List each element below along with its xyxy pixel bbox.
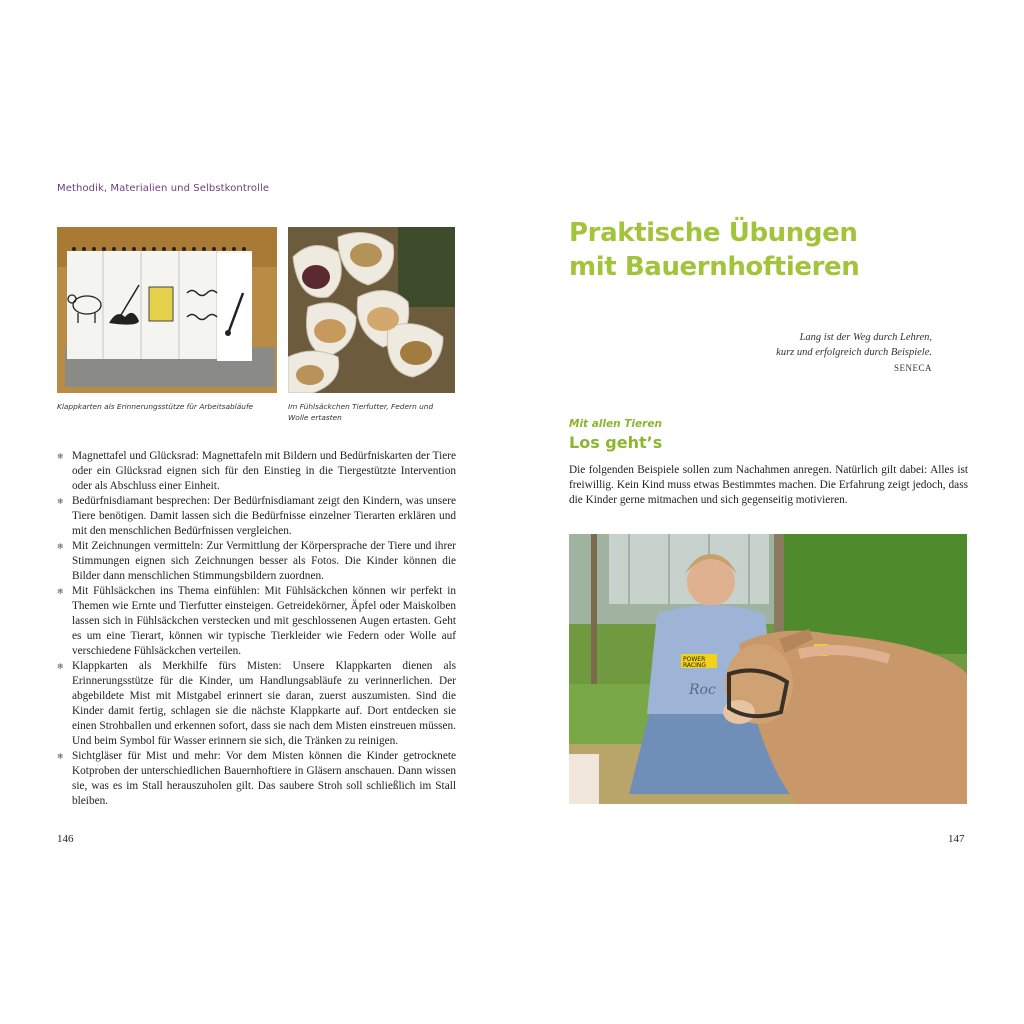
snowflake-icon: ❄ [57, 542, 64, 551]
quote-author: SENECA [893, 363, 932, 373]
page-number-right: 147 [948, 833, 965, 845]
quote-line-1: Lang ist der Weg durch Lehren, [799, 332, 932, 343]
list-item [57, 494, 456, 539]
quote [700, 330, 932, 360]
list-item [57, 659, 456, 749]
bullet-list [57, 449, 456, 809]
snowflake-icon: ❄ [57, 497, 64, 506]
list-item-text: Mit Zeichnungen vermitteln: Zur Vermittlung der Körpersprache der Tiere und ihrer Stimmungen eignen sich Zeichnungen besser als Fotos. Die Kinder können die Bilder dann menschlichen Stimmungsbildern zuordnen. [72, 540, 456, 582]
quote-line-2: kurz und erfolgreich durch Beispiele. [776, 347, 932, 358]
snowflake-icon: ❄ [57, 587, 64, 596]
intro-paragraph: Die folgenden Beispiele sollen zum Nachahmen anregen. Natürlich gilt dabei: Alles ist freiwillig. Kein Kind muss etwas Bestimmtes machen. Die Erfahrung zeigt jedoch, dass die Kinder gerne mitmachen und sich gegenseitig motivieren. [569, 464, 968, 506]
klappkarten-photo [57, 227, 277, 393]
fuehlsaeckchen-photo [288, 227, 455, 393]
list-item-text: Klappkarten als Merkhilfe fürs Misten: Unsere Klappkarten dienen als Erinnerungsstütze für die Kinder, um Handlungsabläufe zu verinnerlichen. Der abgebildete Mist mit Mistgabel erinnert sie daran, zuerst auszumisten. Sind die Kinder damit fertig, schlagen sie die nächste Klappkarte auf. Dort entdecken sie einen Strohballen und erkennen sofort, dass sie nach dem Misten einstreuen müssen. Und beim Symbol für Wasser erinnern sie sich, die Tränken zu reinigen. [72, 660, 456, 747]
section-title: Los geht’s [569, 433, 663, 452]
section-kicker: Mit allen Tieren [569, 418, 662, 430]
page-title [569, 216, 859, 284]
list-item-text: Sichtgläser für Mist und mehr: Vor dem Misten können die Kinder getrocknete Kotproben der unterschiedlichen Bauernhoftiere in Gläsern anschauen. Dann wissen sie, was es im Stall herauszuholen gilt. Das saubere Stroh soll schließlich im Stall bleiben. [72, 750, 456, 807]
boy-with-calf-photo [569, 534, 967, 804]
list-item [57, 449, 456, 494]
shirt-patch-line-1: POWER [683, 656, 706, 663]
shirt-print: Roc [689, 682, 716, 698]
running-head: Methodik, Materialien und Selbstkontrolle [57, 183, 270, 194]
klappkarten-caption: Klappkarten als Erinnerungsstütze für Arbeitsabläufe [57, 402, 254, 411]
shirt-patch-line-2: RACING [683, 662, 707, 669]
list-item [57, 539, 456, 584]
list-item-text: Mit Fühlsäckchen ins Thema einfühlen: Mit Fühlsäckchen können wir perfekt in Themen wie Ernte und Tierfutter einsteigen. Getreidekörner, Äpfel oder Maiskolben lassen sich in Fühlsäckchen verstecken und mit geschlossenen Augen ertasten. Geht es um eine Tierart, können wir typische Tierkleider wie Federn oder Wolle auf verschiedene Fühlsäckchen verteilen. [72, 585, 456, 657]
list-item [57, 749, 456, 809]
list-item-text: Bedürfnisdiamant besprechen: Der Bedürfnisdiamant zeigt den Kindern, was unsere Tiere benötigen. Damit lassen sich die Bedürfnisse einzelner Tierarten erklären und mit den menschlichen Bedürfnissen vergleichen. [72, 495, 456, 537]
list-item [57, 584, 456, 659]
page-number-left: 146 [57, 833, 74, 845]
list-item-text: Magnettafel und Glücksrad: Magnettafeln mit Bildern und Bedürfniskarten der Tiere oder ein Glücksrad eignen sich für den Einstieg in die Tiergestützte Intervention oder als Abschluss einer Einheit. [72, 450, 456, 492]
page-title-line-1: Praktische Übungen [569, 218, 858, 248]
snowflake-icon: ❄ [57, 662, 64, 671]
fuehlsaeckchen-caption: Im Fühlsäckchen Tierfutter, Federn und Wolle ertasten [288, 402, 434, 422]
snowflake-icon: ❄ [57, 752, 64, 761]
snowflake-icon: ❄ [57, 452, 64, 461]
page-title-line-2: mit Bauernhoftieren [569, 252, 860, 282]
